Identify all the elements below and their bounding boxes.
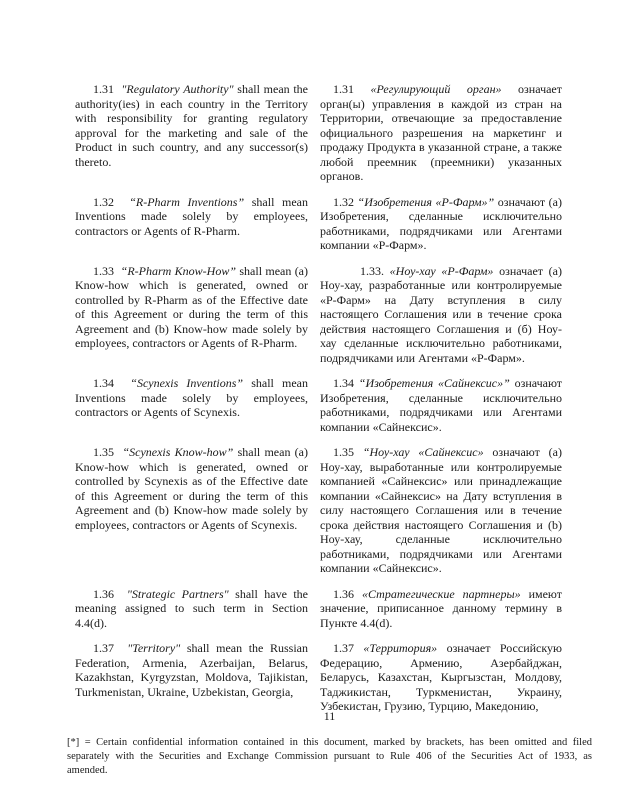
text-segment: 1.35: [93, 445, 123, 459]
footnote-line: amended.: [67, 765, 108, 776]
text-segment: означает орган(ы) управления в каждой из стран на Территории, отвечающие за предоставление официального разрешения на маркетинг и продажу Продукта в указанной стране, а также любой преемник (преемники) указанных органов.: [320, 82, 562, 183]
defined-term: “Scynexis Know-how”: [122, 445, 234, 459]
text-segment: 1.33: [93, 263, 121, 278]
paragraph-ru-1-36: [320, 587, 562, 631]
paragraph-en-1-31: [75, 82, 308, 169]
page-number: 11: [323, 709, 336, 723]
defined-term: “Scynexis Inventions”: [130, 376, 244, 390]
text-segment: shall mean the authority(ies) in each country in the Territory with responsibility for granting regulatory approval for the marketing and sale of the Product in such country, and any successor(s) thereto.: [75, 82, 309, 169]
defined-term: “Ноу-хау «Сайнексис»: [362, 445, 484, 459]
paragraph-en-1-33: [75, 264, 308, 351]
defined-term: "Regulatory Authority": [121, 82, 234, 96]
text-segment: означает (а) Ноу-хау, разработанные или контролируемые «Р-Фарм» на Дату вступления в силу настоящего Соглашения или в течение срока действия настоящего Соглашения и (б) Ноу-хау сделанные исключительно работниками, подрядчиками или Агентами «Р-Фарм».: [320, 263, 562, 365]
text-segment: 1.34: [333, 376, 359, 390]
text-segment: shall mean Inventions made solely by employees, contractors or Agents of R-Pharm.: [75, 194, 309, 238]
text-segment: 1.36: [93, 586, 127, 601]
text-segment: означают (а) Ноу-хау, выработанные или контролируемые компанией «Сайнексис» или принадлежащие компании «Сайнексис» на Дату вступления в силу настоящего Соглашения или в течение срока действия настоящего Соглашения и (b) Ноу-хау, сделанные исключительно работниками, подрядчиками или Агентами компании «Сайнексис».: [320, 445, 562, 575]
text-segment: 1.33.: [360, 263, 390, 278]
defined-term: “Изобретения «Сайнексис»”: [358, 376, 510, 390]
defined-term: “R-Pharm Know-How”: [120, 263, 237, 278]
paragraph-en-1-32: [75, 195, 308, 239]
text-segment: означает Российскую Федерацию, Армению, Азербайджан, Беларусь, Казахстан, Кыргызстан, Молдову, Таджикистан, Туркменистан, Украину, Узбекистан, Грузию, Турцию, Македонию,: [320, 641, 562, 713]
defined-term: “Изобретения «Р-Фарм»”: [357, 194, 495, 209]
text-segment: shall mean (a) Know-how which is generated, owned or controlled by Scynexis as of the Effective date of this Agreement or during the term of this Agreement and (b) Know-how made solely by employees, contractors or Agents of Scynexis.: [75, 445, 308, 532]
paragraph-en-1-36: [75, 587, 308, 631]
text-segment: shall have the meaning assigned to such term in Section 4.4(d).: [75, 586, 309, 630]
text-segment: shall mean (a) Know-how which is generated, owned or controlled by R-Pharm as of the Effective date of this Agreement or during the term of this Agreement and (b) Know-how made solely by employees, contractors or Agents of R-Pharm.: [75, 263, 309, 350]
defined-term: «Территория»: [363, 641, 438, 655]
paragraph-ru-1-33: [320, 264, 562, 366]
content-columns: [75, 82, 562, 714]
text-segment: имеют значение, приписанное данному термину в Пункте 4.4(d).: [320, 586, 562, 630]
footnote-line: [*] = Certain confidential information contained in this document, marked by brackets, has been omitted and filed: [67, 737, 592, 748]
paragraph-ru-1-35: [320, 445, 562, 576]
text-segment: 1.31: [333, 82, 371, 96]
text-segment: 1.35: [333, 445, 363, 459]
paragraph-ru-1-31: [320, 82, 562, 184]
defined-term: «Ноу-хау «Р-Фарм»: [389, 263, 494, 278]
defined-term: "Strategic Partners": [126, 586, 229, 601]
footnote: [67, 736, 592, 778]
paragraph-ru-1-37: [320, 641, 562, 714]
text-segment: 1.32: [333, 194, 358, 209]
defined-term: «Стратегические партнеры»: [362, 586, 521, 601]
text-segment: 1.37: [333, 641, 364, 655]
footnote-line: separately with the Securities and Exchange Commission pursuant to Rule 406 of the Securities Act of 1933, as: [67, 751, 592, 762]
defined-term: “R-Pharm Inventions”: [129, 194, 245, 209]
paragraph-en-1-35: [75, 445, 308, 532]
paragraph-ru-1-34: [320, 376, 562, 434]
defined-term: «Регулирующий орган»: [370, 82, 502, 96]
paragraph-ru-1-32: [320, 195, 562, 253]
text-segment: 1.31: [93, 82, 122, 96]
text-segment: shall mean Inventions made solely by employees, contractors or Agents of Scynexis.: [75, 376, 308, 419]
text-segment: shall mean the Russian Federation, Armenia, Azerbaijan, Belarus, Kazakhstan, Kyrgyzstan, Moldova, Tajikistan, Turkmenistan, Ukraine, Uzbekistan, Georgia,: [75, 641, 308, 699]
defined-term: "Territory": [127, 641, 181, 655]
text-segment: 1.34: [93, 376, 131, 390]
paragraph-en-1-34: [75, 376, 308, 420]
text-segment: означают (а) Изобретения, сделанные исключительно работниками, подрядчиками или Агентами компании «Р-Фарм».: [320, 194, 562, 252]
text-segment: 1.37: [93, 641, 128, 655]
text-segment: 1.36: [333, 586, 362, 601]
paragraph-en-1-37: [75, 641, 308, 699]
text-segment: 1.32: [93, 194, 130, 209]
text-segment: означают Изобретения, сделанные исключительно работниками, подрядчиками или Агентами компании «Сайнексис».: [320, 376, 562, 434]
